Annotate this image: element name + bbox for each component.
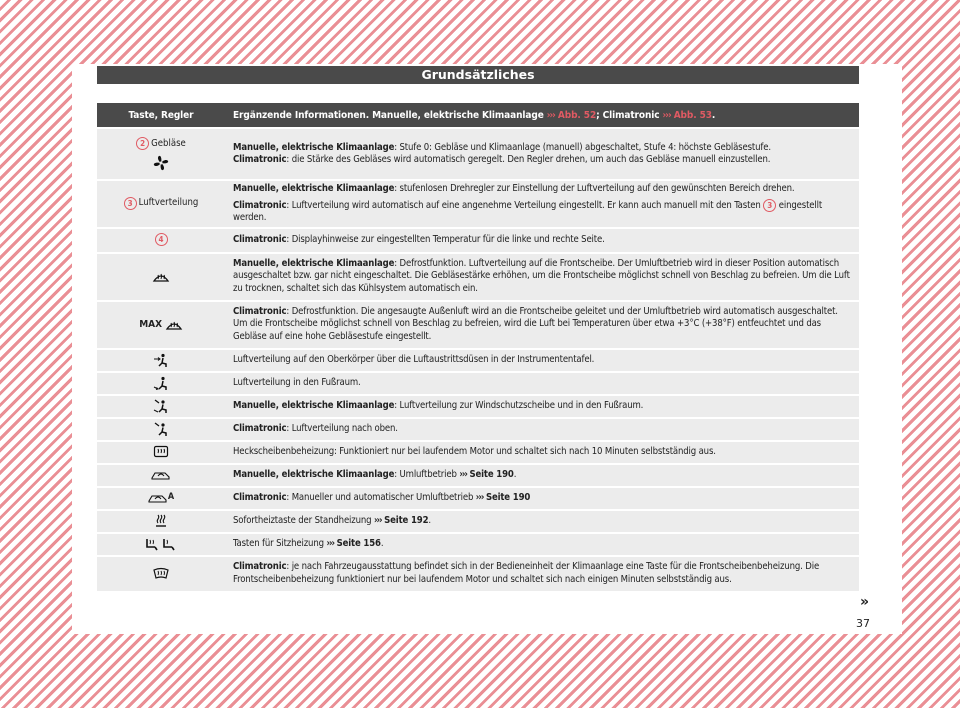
- info-text: : Defrostfunktion. Die angesaugte Außenluft wird an die Frontscheibe geleitet und der Umluftbetrieb wird automatisch ausgeschaltet. Um die Frontscheibe möglichst schnell von Beschlag zu befreien, wird die Luft bei Temperaturen über etwa +3°C (+38°F) entfeuchtet und das Gebläse auf eine hohe Gebläsestufe eingestellt.: [233, 305, 838, 342]
- header-end: .: [711, 109, 716, 121]
- info-cell: [225, 511, 859, 532]
- info-bold: Manuelle, elektrische Klimaanlage: [233, 468, 395, 480]
- callout-badge: 3: [124, 197, 137, 210]
- air-upwards-icon: [153, 422, 169, 437]
- info-cell: [225, 302, 859, 348]
- table-row: [97, 534, 859, 555]
- key-cell: [97, 534, 225, 555]
- page-reference[interactable]: Seite 156: [336, 537, 381, 549]
- info-text: : Luftverteilung zur Windschutzscheibe und in den Fußraum.: [394, 399, 644, 411]
- page-number: 37: [856, 617, 870, 630]
- rear-window-heating-icon: [153, 445, 169, 459]
- info-text: Sofortheiztaste der Standheizung: [233, 514, 374, 526]
- info-text: eingestellt werden.: [233, 199, 823, 223]
- info-bold: Climatronic: [233, 233, 287, 245]
- info-cell: [225, 373, 859, 394]
- max-label: MAX: [139, 318, 163, 330]
- seat-heating-icon: [144, 537, 178, 552]
- table-row: [97, 229, 859, 252]
- info-cell: [225, 465, 859, 486]
- info-cell: [225, 129, 859, 179]
- header-sep: ; Climatronic: [596, 109, 663, 121]
- section-title: Grundsätzliches: [97, 66, 859, 84]
- table-header-row: [97, 103, 859, 127]
- key-cell: [97, 350, 225, 371]
- auto-letter: A: [167, 492, 175, 503]
- info-cell: [225, 254, 859, 300]
- header-arrows-2: ›››: [662, 109, 671, 121]
- key-cell: [97, 442, 225, 463]
- key-cell: [97, 229, 225, 252]
- info-cell: [225, 557, 859, 591]
- header-info-text: Ergänzende Informationen. Manuelle, elektrische Klimaanlage: [233, 109, 547, 121]
- table-row: [97, 373, 859, 394]
- callout-badge: 3: [763, 199, 776, 212]
- info-bold: Climatronic: [233, 199, 287, 211]
- info-cell: [225, 229, 859, 252]
- key-cell: [97, 465, 225, 486]
- air-upper-body-icon: [153, 353, 169, 368]
- info-text: : je nach Fahrzeugausstattung befindet sich in der Bedieneinheit der Klimaanlage eine Taste für die Frontscheibenbeheizung. Die Frontscheibenbeheizung funktioniert nur bei laufendem Motor und schaltet sich nach einigen Minuten selbstständig aus.: [233, 561, 820, 585]
- fan-icon: [153, 155, 169, 171]
- info-bold: Manuelle, elektrische Klimaanlage: [233, 257, 395, 269]
- info-text: .: [428, 514, 431, 526]
- info-bold: Climatronic: [233, 154, 287, 165]
- table-row: [97, 488, 859, 509]
- header-info: [225, 103, 859, 127]
- info-text: : Stufe 0: Gebläse und Klimaanlage (manuell) abgeschaltet, Stufe 4: höchste Gebläsestufe.: [394, 141, 771, 153]
- table-row: [97, 181, 859, 227]
- key-cell: [97, 511, 225, 532]
- table-row: [97, 442, 859, 463]
- info-bold: Manuelle, elektrische Klimaanlage: [233, 183, 395, 194]
- link-abb-52[interactable]: Abb. 52: [557, 109, 597, 121]
- info-text: : stufenlosen Drehregler zur Einstellung der Luftverteilung auf den gewünschten Bereich drehen.: [394, 183, 795, 194]
- info-text: : Defrostfunktion. Luftverteilung auf die Frontscheibe. Der Umluftbetrieb wird in dieser Position automatisch ausgeschaltet bzw. gar nicht eingeschaltet. Die Gebläsestärke erhöhen, um die Frontscheibe möglichst schnell von Beschlag zu befreien. Um die Luft zu trocknen, schaltet sich das Kühlsystem automatisch ein.: [233, 257, 850, 294]
- table-row: [97, 254, 859, 300]
- info-bold: Climatronic: [233, 305, 287, 317]
- key-cell: [97, 396, 225, 417]
- key-cell: [97, 373, 225, 394]
- table-row: [97, 302, 859, 348]
- table-row: [97, 511, 859, 532]
- table-row: [97, 557, 859, 591]
- key-cell: [97, 419, 225, 440]
- continue-marker: »: [860, 594, 870, 610]
- info-text: : Umluftbetrieb: [394, 468, 460, 480]
- key-label: Gebläse: [151, 137, 186, 149]
- defrost-icon: [152, 270, 170, 284]
- info-text: : Displayhinweise zur eingestellten Temperatur für die linke und rechte Seite.: [286, 233, 605, 245]
- controls-table: [97, 101, 859, 593]
- info-cell: [225, 534, 859, 555]
- table-row: [97, 419, 859, 440]
- table-row: [97, 350, 859, 371]
- max-defrost-icon: [165, 318, 183, 332]
- table-row: [97, 129, 859, 179]
- info-cell: [225, 181, 859, 227]
- header-arrows: ›››: [546, 109, 555, 121]
- auxiliary-heating-icon: [155, 514, 167, 528]
- info-text: Heckscheibenbeheizung: Funktioniert nur bei laufendem Motor und schaltet sich nach 10 Minuten selbstständig aus.: [233, 445, 716, 457]
- info-cell: [225, 350, 859, 371]
- info-cell: [225, 419, 859, 440]
- info-bold: Manuelle, elektrische Klimaanlage: [233, 141, 395, 153]
- ref-arrows: ›››: [374, 514, 382, 526]
- key-cell: [97, 254, 225, 300]
- info-bold: Climatronic: [233, 422, 287, 434]
- info-text: Luftverteilung auf den Oberkörper über die Luftaustrittsdüsen in der Instrumententafel.: [233, 353, 595, 365]
- key-cell: [97, 181, 225, 227]
- key-cell: [97, 557, 225, 591]
- info-bold: Climatronic: [233, 561, 287, 572]
- windscreen-heating-icon: [152, 567, 170, 581]
- callout-badge: 2: [136, 137, 149, 150]
- table-row: [97, 396, 859, 417]
- air-footwell-icon: [153, 376, 169, 391]
- info-cell: [225, 488, 859, 509]
- recirculation-icon: [151, 469, 171, 481]
- info-bold: Climatronic: [233, 491, 287, 503]
- page-content: [72, 64, 902, 634]
- page-reference[interactable]: Seite 190: [469, 468, 514, 480]
- header-key: Taste, Regler: [97, 103, 225, 127]
- info-cell: [225, 442, 859, 463]
- link-abb-53[interactable]: Abb. 53: [673, 109, 712, 121]
- info-text: .: [513, 468, 517, 480]
- key-label: Luftverteilung: [138, 197, 199, 209]
- info-text: .: [380, 537, 384, 549]
- ref-arrows: ›››: [475, 491, 484, 503]
- ref-arrows: ›››: [459, 468, 467, 480]
- page-reference[interactable]: Seite 192: [384, 514, 429, 526]
- air-windscreen-footwell-icon: [153, 399, 169, 414]
- info-text: : Luftverteilung wird automatisch auf eine angenehme Verteilung eingestellt. Er kann auch manuell mit den Tasten: [286, 199, 764, 211]
- auto-recirculation-icon: [148, 492, 168, 504]
- table-row: [97, 465, 859, 486]
- info-cell: [225, 396, 859, 417]
- key-cell: [97, 129, 225, 179]
- key-cell: [97, 488, 225, 509]
- key-cell: [97, 302, 225, 348]
- info-text: : Luftverteilung nach oben.: [286, 422, 398, 434]
- info-text: : Manueller und automatischer Umluftbetrieb: [286, 491, 476, 503]
- info-text: Tasten für Sitzheizung: [233, 537, 327, 549]
- ref-arrows: ›››: [326, 537, 334, 549]
- info-text: : die Stärke des Gebläses wird automatisch geregelt. Den Regler drehen, um auch das Gebläse manuell einzustellen.: [286, 154, 771, 165]
- info-text: Luftverteilung in den Fußraum.: [233, 376, 361, 388]
- callout-badge: 4: [155, 233, 168, 246]
- info-bold: Manuelle, elektrische Klimaanlage: [233, 399, 395, 411]
- page-reference[interactable]: Seite 190: [485, 491, 531, 503]
